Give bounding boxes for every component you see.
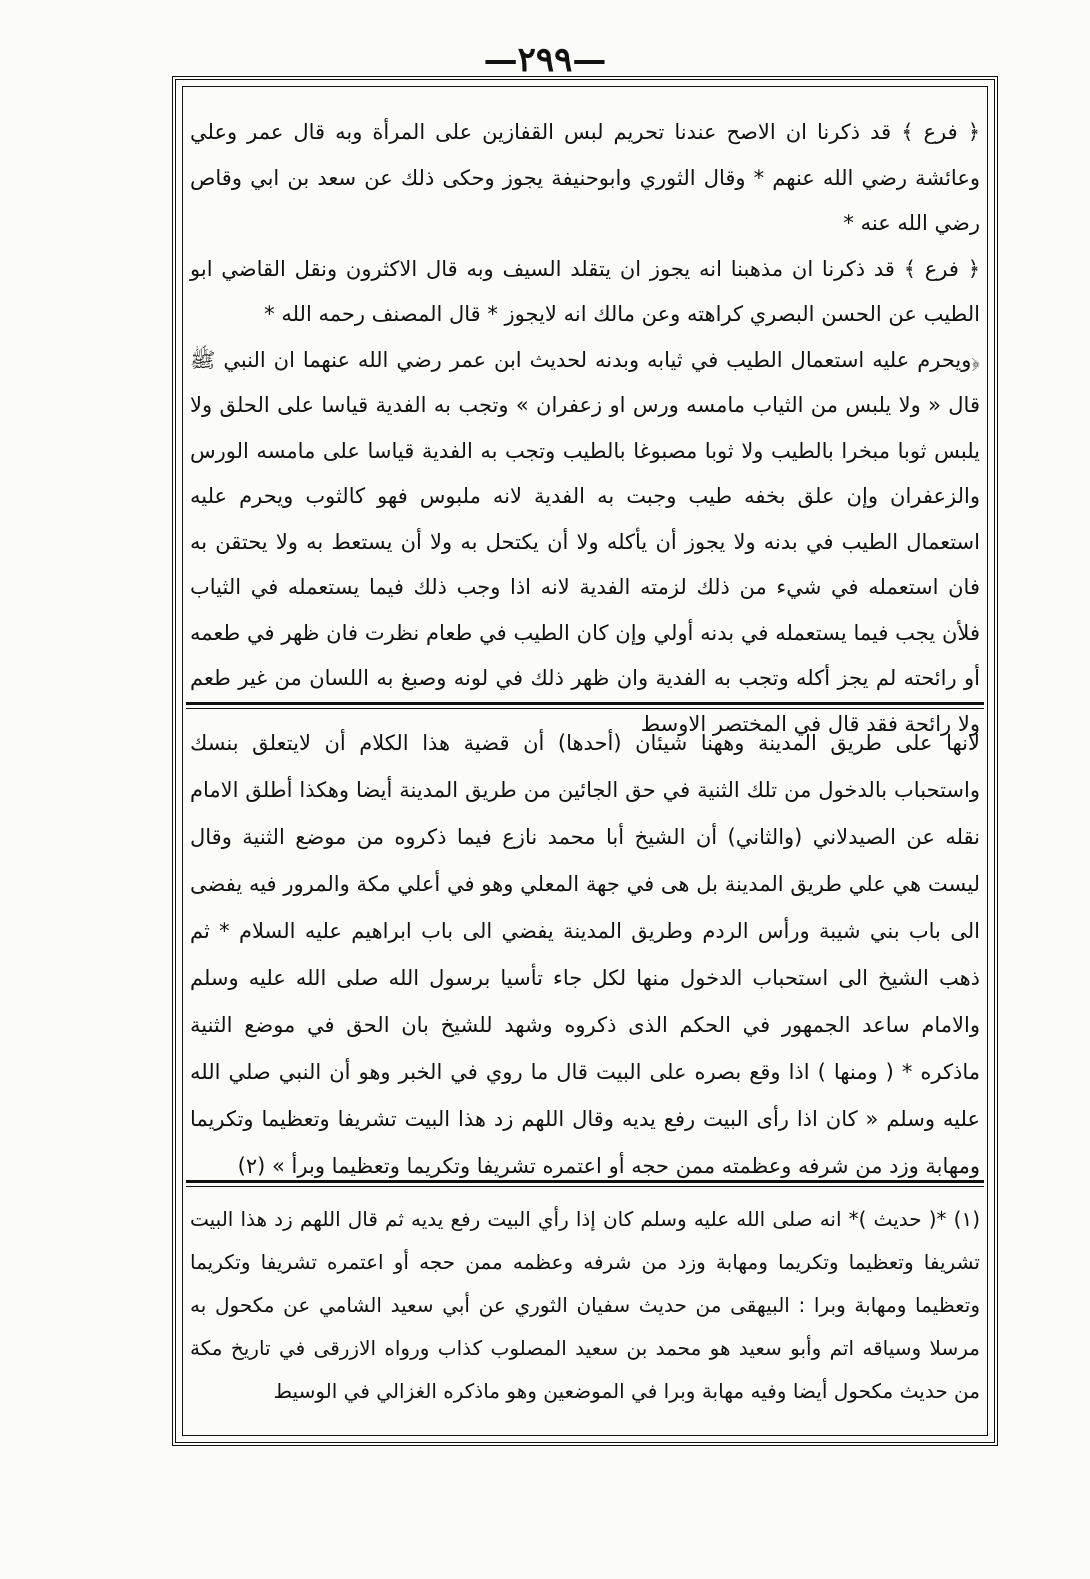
footnote-divider — [186, 1180, 984, 1187]
main-text — [190, 110, 980, 747]
commentary-paragraph: لانها على طريق المدينة وههنا شيئان (أحدها) أن قضية هذا الكلام أن لايتعلق بنسك واستحباب بالدخول من تلك الثنية في حق الجائين من طريق المدينة أيضا وهكذا أطلق الامام نقله عن الصيدلاني (والثاني) أن الشيخ أبا محمد نازع فيما ذكروه من موضع الثنية وقال ليست هي علي طريق المدينة بل هى في جهة المعلي وهو في أعلي مكة والمرور فيه يفضى الى باب بني شيبة ورأس الردم وطريق المدينة يفضي الى باب ابراهيم عليه السلام * ثم ذهب الشيخ الى استحباب الدخول منها لكل جاء تأسيا برسول الله صلى الله عليه وسلم والامام ساعد الجمهور في الحكم الذى ذكروه وشهد للشيخ بان الحق في موضع الثنية ماذكره * ( ومنها ) اذا وقع بصره على البيت قال ما روي في الخبر وهو أن النبي صلي الله عليه وسلم « كان اذا رأى البيت رفع يديه وقال اللهم زد هذا البيت تشريفا وتعظيما وتكريما ومهابة وزد من شرفه وعظمته ممن حجه أو اعتمره تشريفا وتكريما وتعظيما وبرأ » (٢) — [190, 731, 980, 1178]
footnote-paragraph: (١) *( حديث )* انه صلى الله عليه وسلم كان إذا رأي البيت رفع يديه ثم قال اللهم زد هذا البيت تشريفا وتعظيما وتكريما ومهابة وزد من شرفه وعظمه ممن حجه أو اعتمره تشريفا وتكريما وتعظيما ومهابة وبرا : البيهقى من حديث سفيان الثوري عن أبي سعيد الشامي عن مكحول به مرسلا وسياقه اتم وأبو سعيد هو محمد بن سعيد المصلوب كذاب ورواه الازرقى في تاريخ مكة من حديث مكحول أيضا وفيه مهابة وبرا في الموضعين وهو ماذكره الغزالي في الوسيط — [190, 1207, 980, 1403]
footnote-text — [190, 1198, 980, 1413]
page-frame — [172, 76, 998, 1446]
main-paragraph-2: ﴿ فرع ﴾ قد ذكرنا ان مذهبنا انه يجوز ان يتقلد السيف وبه قال الاكثرون ونقل القاضي ابو الطيب عن الحسن البصري كراهته وعن مالك انه لايجوز * قال المصنف رحمه الله * — [190, 256, 980, 326]
page-number: —٢٩٩— — [483, 40, 607, 80]
section-divider — [186, 702, 984, 709]
main-paragraph-1: ﴿ فرع ﴾ قد ذكرنا ان الاصح عندنا تحريم لبس القفازين على المرأة وبه قال عمر وعلي وعائشة رضي الله عنهم * وقال الثوري وابوحنيفة يجوز وحكى ذلك عن سعد بن ابي وقاص رضي الله عنه * — [190, 120, 980, 235]
commentary-text — [190, 720, 980, 1190]
main-paragraph-3: ﴿ويحرم عليه استعمال الطيب في ثيابه وبدنه لحديث ابن عمر رضي الله عنهما ان النبي ﷺ قال « ولا يلبس من الثياب مامسه ورس او زعفران » وتجب به الفدية قياسا على الحلق ولا يلبس ثوبا مبخرا بالطيب ولا ثوبا مصبوغا بالطيب وتجب به الفدية قياسا على مامسه الورس والزعفران وإن علق بخفه طيب وجبت به الفدية لانه ملبوس فهو كالثوب ويحرم عليه استعمال الطيب في بدنه ولا يجوز أن يأكله ولا أن يكتحل به ولا أن يستعط به ولا يحتقن به فان استعمله في شيء من ذلك لزمته الفدية لانه اذا وجب ذلك فيما يستعمله في الثياب فلأن يجب فيما يستعمله في بدنه أولي وإن كان الطيب في طعام نظرت فان ظهر في طعمه أو رائحته لم يجز أكله وتجب به الفدية وان ظهر ذلك في لونه وصبغ به اللسان من غير طعم ولا رائحة فقد قال في المختصر الاوسط — [190, 347, 980, 736]
